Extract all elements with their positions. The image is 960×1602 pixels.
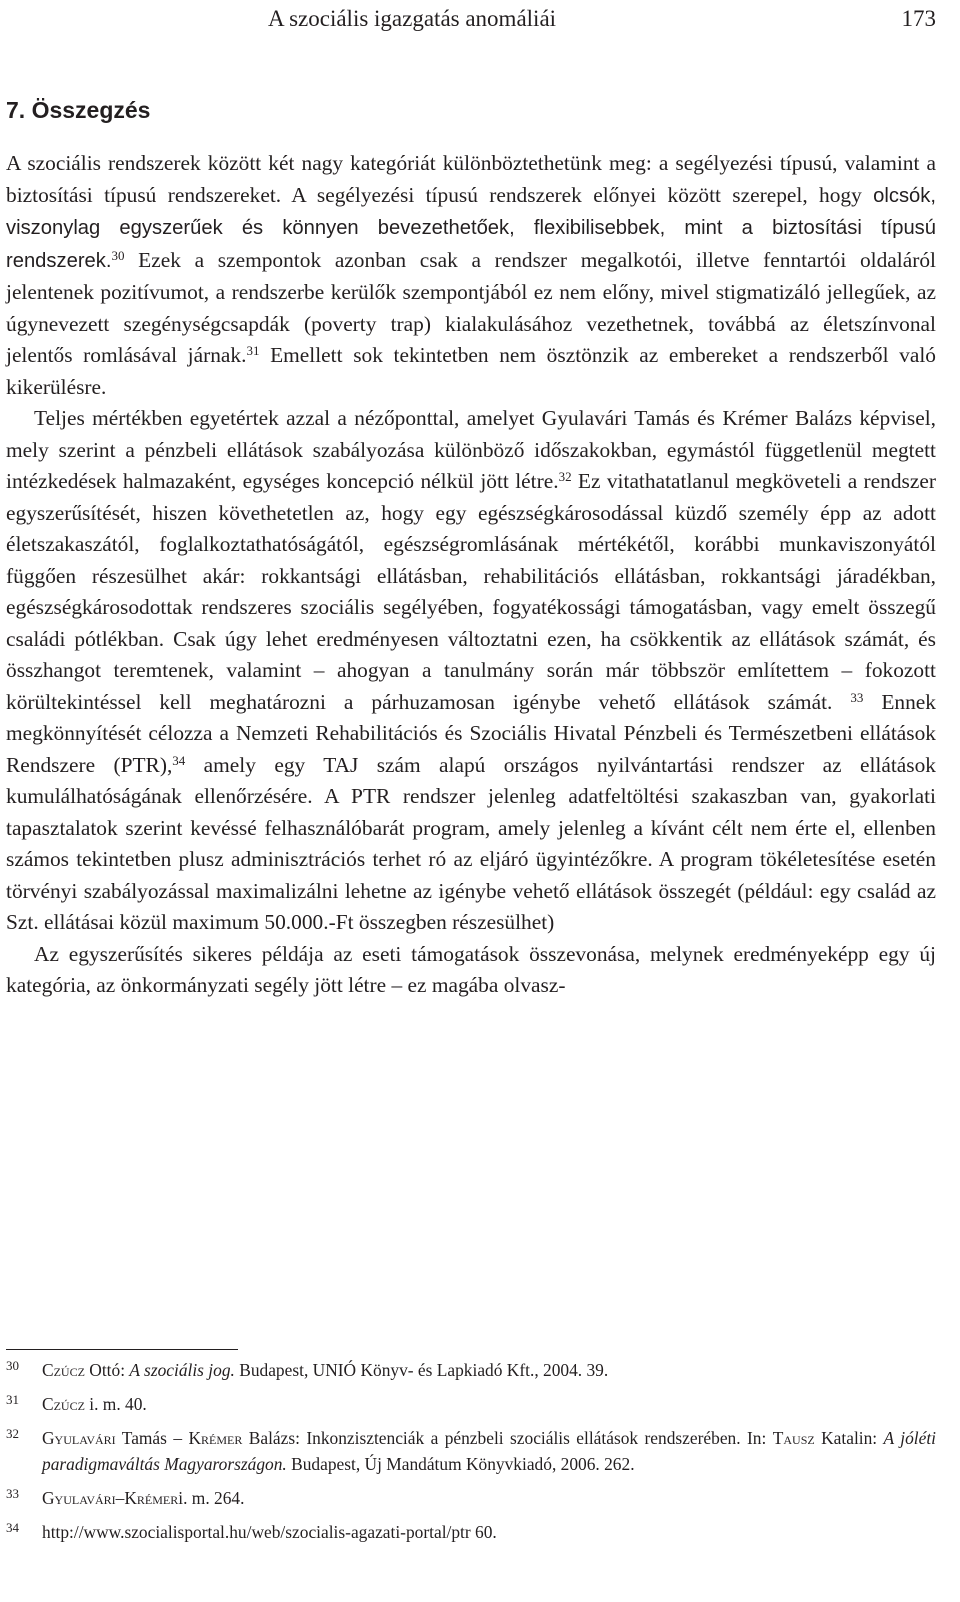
footnote-author: Tausz bbox=[772, 1428, 815, 1448]
footnote-number: 32 bbox=[6, 1426, 19, 1441]
footnote-ref-32[interactable]: 32 bbox=[558, 468, 572, 484]
running-head-title: A szociális igazgatás anomáliái bbox=[268, 6, 557, 31]
footnote-30 bbox=[6, 1357, 936, 1383]
footnote-divider bbox=[6, 1349, 238, 1350]
section-heading: 7. Összegzés bbox=[6, 97, 151, 123]
paragraph-1-text-b: olcsók, viszonylag egyszerűek és könnyen bevezethetőek, flexibilisebbek, mint a biztosítási típusú rendszerek. bbox=[6, 184, 936, 272]
footnote-author: Gyulavári bbox=[42, 1428, 116, 1448]
footnote-text: Budapest, UNIÓ Könyv- és Lapkiadó Kft., 2004. 39. bbox=[234, 1360, 609, 1380]
paragraph-3-text-a: Az egyszerűsítés sikeres példája az eseti támogatások összevonása, melynek eredményeképp egy új kategória, az önkormányzati segély jött létre – ez magába olvasz- bbox=[6, 941, 936, 997]
paragraph-1-text-c: Ezek a szempontok azonban csak a rendszer megalkotói, illetve fenntartói oldaláról jelentenek pozitívumot, a rendszerbe kerülők szempontjából ez nem előny, mivel stigmatizáló jellegűek, az úgynevezett szegénységcsapdák (poverty trap) kialakulásához vezethetnek, továbbá az életszínvonal jelentős romlásával járnak. bbox=[6, 247, 936, 367]
running-head bbox=[268, 4, 936, 34]
footnote-author: Czúcz bbox=[42, 1394, 85, 1414]
footnote-author: Gyulavári–Krémer bbox=[42, 1488, 179, 1508]
footnote-ref-34[interactable]: 34 bbox=[172, 752, 186, 768]
footnote-ref-30[interactable]: 30 bbox=[111, 247, 125, 263]
footnote-text: Katalin: bbox=[814, 1428, 884, 1448]
footnote-34 bbox=[6, 1519, 936, 1545]
paragraph-1-text-a: A szociális rendszerek között két nagy kategóriát különböztethetünk meg: a segélyezési típusú, valamint a biztosítási típusú rendszereket. A segélyezési típusú rendszerek előnyei között szerepel, hogy bbox=[6, 151, 936, 207]
footnote-32 bbox=[6, 1425, 936, 1477]
footnote-book-title: A szociális jog. bbox=[129, 1360, 235, 1380]
paragraph-1-text-d: Emellett sok tekintetben nem ösztönzik az embereket a rendszerből való kikerülésre. bbox=[6, 343, 936, 399]
footnote-text: i. m. 264. bbox=[178, 1488, 245, 1508]
footnote-text: i. m. 40. bbox=[84, 1394, 147, 1414]
footnote-ref-31[interactable]: 31 bbox=[246, 342, 260, 358]
paragraph-3 bbox=[6, 939, 936, 1002]
footnote-33 bbox=[6, 1485, 936, 1511]
footnote-text: Balázs: Inkonzisztenciák a pénzbeli szociális ellátások rendszerében. In: bbox=[242, 1428, 773, 1448]
footnote-text: Ottó: bbox=[84, 1360, 130, 1380]
body-text bbox=[6, 148, 936, 1002]
footnote-ref-33[interactable]: 33 bbox=[850, 689, 864, 705]
footnote-url[interactable]: http://www.szocialisportal.hu/web/szocialis-agazati-portal/ptr 60. bbox=[42, 1522, 497, 1542]
paragraph-2-text-b: Ez vitathatatlanul megköveteli a rendszer egyszerűsítését, hiszen követhetetlen az, hogy egy egészségkárosodással küzdő személy épp az adott életszakaszától, foglalkoztathatóságától, egészségromlásának mértékétől, korábbi munkaviszonyától függően részesülhet akár: rokkantsági ellátásban, rehabilitációs ellátásban, rokkantsági járadékban, egészségkárosodottak rendszeres szociális segélyében, fogyatékossági támogatásban, vagy emelt összegű családi pótlékban. Csak úgy lehet eredményesen változtatni ezen, ha csökkentik az ellátások számát, és összhangot teremtenek, valamint – ahogyan a tanulmány során már többször említettem – fokozott körültekintéssel kell meghatározni a párhuzamosan igénybe vehető ellátások számát. bbox=[6, 469, 936, 714]
footnote-number: 30 bbox=[6, 1358, 19, 1373]
footnote-number: 34 bbox=[6, 1520, 19, 1535]
footnote-author: Czúcz bbox=[42, 1360, 85, 1380]
footnote-book-title: A jóléti paradigmaváltás Magyarországon. bbox=[42, 1428, 937, 1474]
paragraph-2-text-a: Teljes mértékben egyetértek azzal a nézőponttal, amelyet Gyulavári Tamás és Krémer Balázs képvisel, mely szerint a pénzbeli ellátások szabályozása különböző időszakokban, egymástól függetlenül megtett intézkedések halmazaként, egységes koncepció nélkül jött létre. bbox=[6, 406, 936, 493]
paragraph-2-text-d: amely egy TAJ szám alapú országos nyilvántartási rendszer az ellátások kumulálhatóságának ellenőrzésére. A PTR rendszer jelenleg adatfeltöltési szakaszban van, gyakorlati tapasztalatok szerint kevéssé felhasználóbarát program, amely jelenleg a kívánt célt nem érte el, ellenben számos tekintetben plusz adminisztrációs terhet ró az eljáró ügyintézőkre. A program tökéletesítése esetén törvényi szabályozással maximalizálni lehetne az igénybe vehető ellátások összegét (például: egy család az Szt. ellátásai közül maximum 50.000.-Ft összegben részesülhet) bbox=[6, 752, 936, 934]
footnotes bbox=[6, 1357, 936, 1553]
paragraph-2 bbox=[6, 403, 936, 939]
footnote-text: Tamás – bbox=[115, 1428, 189, 1448]
footnote-text: Budapest, Új Mandátum Könyvkiadó, 2006. 262. bbox=[286, 1454, 635, 1474]
footnote-author: Krémer bbox=[188, 1428, 243, 1448]
footnote-31 bbox=[6, 1391, 936, 1417]
paragraph-1 bbox=[6, 148, 936, 403]
footnote-number: 31 bbox=[6, 1392, 19, 1407]
page-number: 173 bbox=[901, 6, 936, 31]
footnote-number: 33 bbox=[6, 1486, 19, 1501]
paragraph-2-text-c: Ennek megkönnyítését célozza a Nemzeti Rehabilitációs és Szociális Hivatal Pénzbeli és Természetbeni ellátások Rendszere (PTR), bbox=[6, 689, 936, 777]
